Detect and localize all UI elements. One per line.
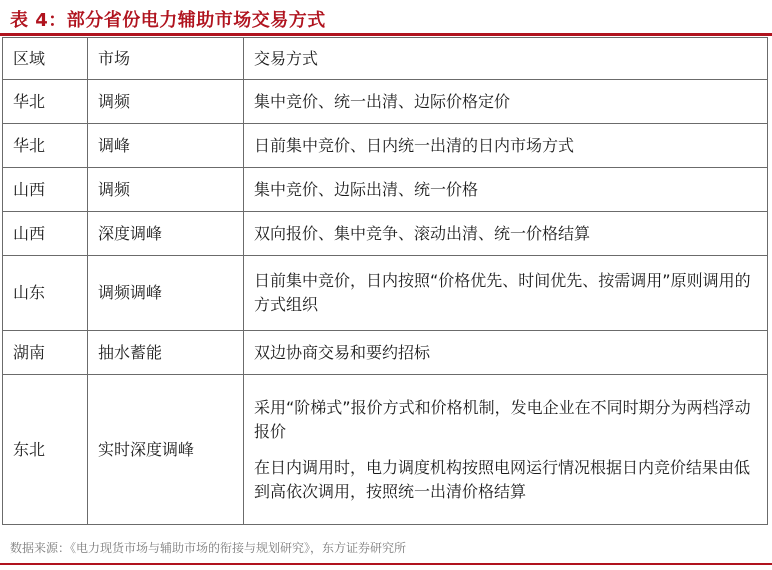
cell-region: 湖南 xyxy=(3,331,88,375)
cell-market: 实时深度调峰 xyxy=(88,375,244,525)
cell-method xyxy=(244,256,768,331)
cell-market: 深度调峰 xyxy=(88,212,244,256)
table-title: 表 4：部分省份电力辅助市场交易方式 xyxy=(10,10,326,31)
method-text: 在日内调用时，电力调度机构按照电网运行情况根据日内竞价结果由低到高依次调用，按照统一出清价格结算 xyxy=(254,457,751,501)
cell-method xyxy=(244,168,768,212)
table-row xyxy=(3,168,768,212)
cell-region: 华北 xyxy=(3,124,88,168)
cell-region: 华北 xyxy=(3,80,88,124)
method-text: 双向报价、集中竞争、滚动出清、统一价格结算 xyxy=(254,223,591,243)
cell-market: 调频 xyxy=(88,80,244,124)
title-divider xyxy=(0,33,772,36)
cell-market: 调峰 xyxy=(88,124,244,168)
method-text: 采用“阶梯式”报价方式和价格机制，发电企业在不同时期分为两档浮动报价 xyxy=(254,397,751,441)
cell-market: 调频调峰 xyxy=(88,256,244,331)
cell-market: 调频 xyxy=(88,168,244,212)
header-market: 市场 xyxy=(88,38,244,80)
cell-region: 山西 xyxy=(3,212,88,256)
cell-method xyxy=(244,124,768,168)
title-bar xyxy=(0,0,772,36)
header-region: 区域 xyxy=(3,38,88,80)
table-row xyxy=(3,124,768,168)
cell-method xyxy=(244,80,768,124)
cell-method xyxy=(244,375,768,525)
cell-region: 东北 xyxy=(3,375,88,525)
method-text: 集中竞价、边际出清、统一价格 xyxy=(254,179,479,199)
method-text: 双边协商交易和要约招标 xyxy=(254,342,431,362)
method-text: 集中竞价、统一出清、边际价格定价 xyxy=(254,91,511,111)
header-method: 交易方式 xyxy=(244,38,768,80)
table-row xyxy=(3,212,768,256)
trading-methods-table xyxy=(2,37,768,525)
header-row xyxy=(3,38,768,80)
method-text: 日前集中竞价，日内按照“价格优先、时间优先、按需调用”原则调用的方式组织 xyxy=(254,271,751,314)
table-row xyxy=(3,375,768,525)
table-row xyxy=(3,256,768,331)
cell-region: 山西 xyxy=(3,168,88,212)
cell-method xyxy=(244,331,768,375)
cell-market: 抽水蓄能 xyxy=(88,331,244,375)
table-row xyxy=(3,80,768,124)
bottom-divider xyxy=(0,563,772,565)
source-note: 数据来源：《电力现货市场与辅助市场的衔接与规划研究》，东方证券研究所 xyxy=(10,541,407,555)
table-row xyxy=(3,331,768,375)
method-text: 日前集中竞价、日内统一出清的日内市场方式 xyxy=(254,135,575,155)
cell-method xyxy=(244,212,768,256)
cell-region: 山东 xyxy=(3,256,88,331)
